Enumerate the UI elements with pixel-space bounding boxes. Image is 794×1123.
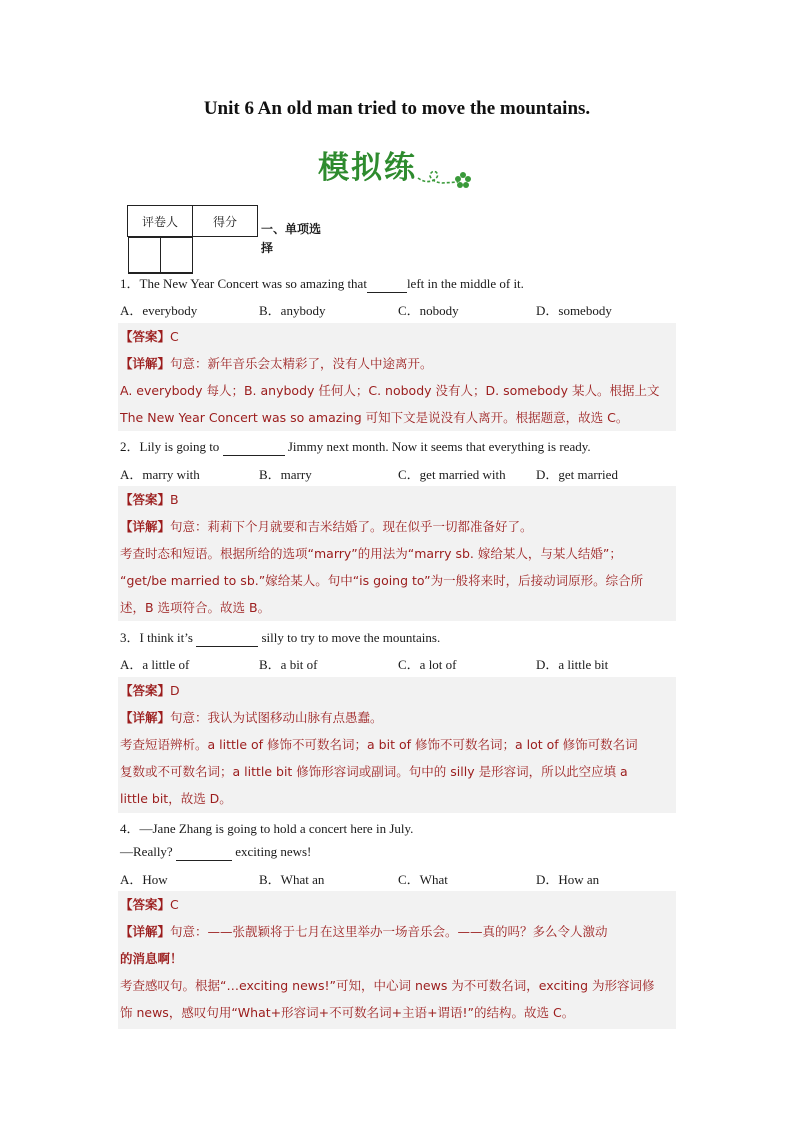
answer-line: 【答案】B <box>120 492 179 507</box>
logo-text: 模拟练 <box>318 150 417 186</box>
option-a: A．everybody <box>120 303 198 318</box>
option-c: C．nobody <box>398 303 459 318</box>
explain-line: “get/be married to sb.”嫁给某人。句中“is going to”为一般将来时，后接动词原形。综合所 <box>120 573 644 588</box>
explain-line: A. everybody 每人；B. anybody 任何人；C. nobody 没有人；D. somebody 某人。根据上文 <box>120 383 660 398</box>
answer-line: 【答案】D <box>120 683 180 698</box>
explain-line: little bit，故选 D。 <box>120 791 232 806</box>
question-stem-text: 2．Lily is going to <box>120 439 220 454</box>
question-stem-text: 1．The New Year Concert was so amazing that <box>120 276 367 291</box>
question-1-answer-block <box>118 323 676 431</box>
explain-line: 述，B 选项符合。故选 B。 <box>120 600 271 615</box>
question-1-stem <box>120 273 524 293</box>
option-b: B．marry <box>259 467 312 482</box>
answer-blank <box>367 276 407 293</box>
question-2-answer-block <box>118 486 676 621</box>
detail-line: 【详解】句意：莉莉下个月就要和吉米结婚了。现在似乎一切都准备好了。 <box>120 519 533 534</box>
question-4-reply <box>120 844 311 861</box>
question-stem-text: —Really? <box>120 844 173 859</box>
explain-line: 饰 news，感叹句用“What+形容词+不可数名词+主语+谓语!”的结构。故选 C。 <box>120 1005 575 1020</box>
grader-header: 评卷人 <box>128 206 193 237</box>
answer-blank <box>176 844 232 861</box>
question-stem-text: 3．I think it’s <box>120 630 193 645</box>
question-4-stem: 4．—Jane Zhang is going to hold a concert here in July. <box>120 821 414 836</box>
option-d: D．a little bit <box>536 657 609 672</box>
detail-line-continued: 的消息啊！ <box>120 951 183 966</box>
score-header: 得分 <box>193 206 258 237</box>
answer-line: 【答案】C <box>120 329 179 344</box>
score-table <box>127 205 258 278</box>
option-b: B．anybody <box>259 303 326 318</box>
question-stem-text: Jimmy next month. Now it seems that everything is ready. <box>287 439 591 454</box>
detail-line: 【详解】句意：——张靓颖将于七月在这里举办一场音乐会。——真的吗？多么令人激动 <box>120 924 608 939</box>
practice-logo <box>318 142 478 194</box>
option-d: D．get married <box>536 467 618 482</box>
option-c: C．a lot of <box>398 657 457 672</box>
answer-line: 【答案】C <box>120 897 179 912</box>
explain-line: The New Year Concert was so amazing 可知下文是说没有人离开。根据题意，故选 C。 <box>120 410 629 425</box>
question-stem-text: left in the middle of it. <box>406 276 524 291</box>
grader-cell <box>128 238 160 273</box>
document-title: Unit 6 An old man tried to move the mountains. <box>203 98 591 119</box>
detail-line: 【详解】句意：我认为试图移动山脉有点愚蠢。 <box>120 710 383 725</box>
option-a: A．a little of <box>120 657 190 672</box>
question-stem-text: exciting news! <box>235 844 312 859</box>
explain-line: 考查感叹句。根据“…exciting news!”可知，中心词 news 为不可数名词，exciting 为形容词修 <box>120 978 655 993</box>
option-b: B．What an <box>259 872 325 887</box>
option-b: B．a bit of <box>259 657 318 672</box>
vine-decoration-icon <box>318 142 478 194</box>
option-d: D．somebody <box>536 303 612 318</box>
question-3-answer-block <box>118 677 676 813</box>
question-3-stem <box>120 627 440 647</box>
question-2-stem <box>120 436 591 456</box>
section-heading-line2: 择 <box>261 241 274 255</box>
answer-blank <box>196 630 258 647</box>
explain-line: 复数或不可数名词；a little bit 修饰形容词或副词。句中的 silly 是形容词，所以此空应填 a <box>120 764 628 779</box>
question-stem-text: silly to try to move the mountains. <box>261 630 441 645</box>
question-4-answer-block <box>118 891 676 1029</box>
section-heading <box>261 220 341 258</box>
detail-line: 【详解】句意：新年音乐会太精彩了，没有人中途离开。 <box>120 356 433 371</box>
explain-line: 考查短语辨析。a little of 修饰不可数名词；a bit of 修饰不可数名词；a lot of 修饰可数名词 <box>120 737 638 752</box>
option-d: D．How an <box>536 872 600 887</box>
score-cell <box>160 238 192 273</box>
option-a: A．marry with <box>120 467 200 482</box>
option-c: C．get married with <box>398 467 506 482</box>
option-c: C．What <box>398 872 448 887</box>
answer-blank <box>223 439 285 456</box>
option-a: A．How <box>120 872 168 887</box>
section-heading-line1: 一、单项选 <box>261 222 322 236</box>
explain-line: 考查时态和短语。根据所给的选项“marry”的用法为“marry sb. 嫁给某人，与某人结婚”； <box>120 546 622 561</box>
